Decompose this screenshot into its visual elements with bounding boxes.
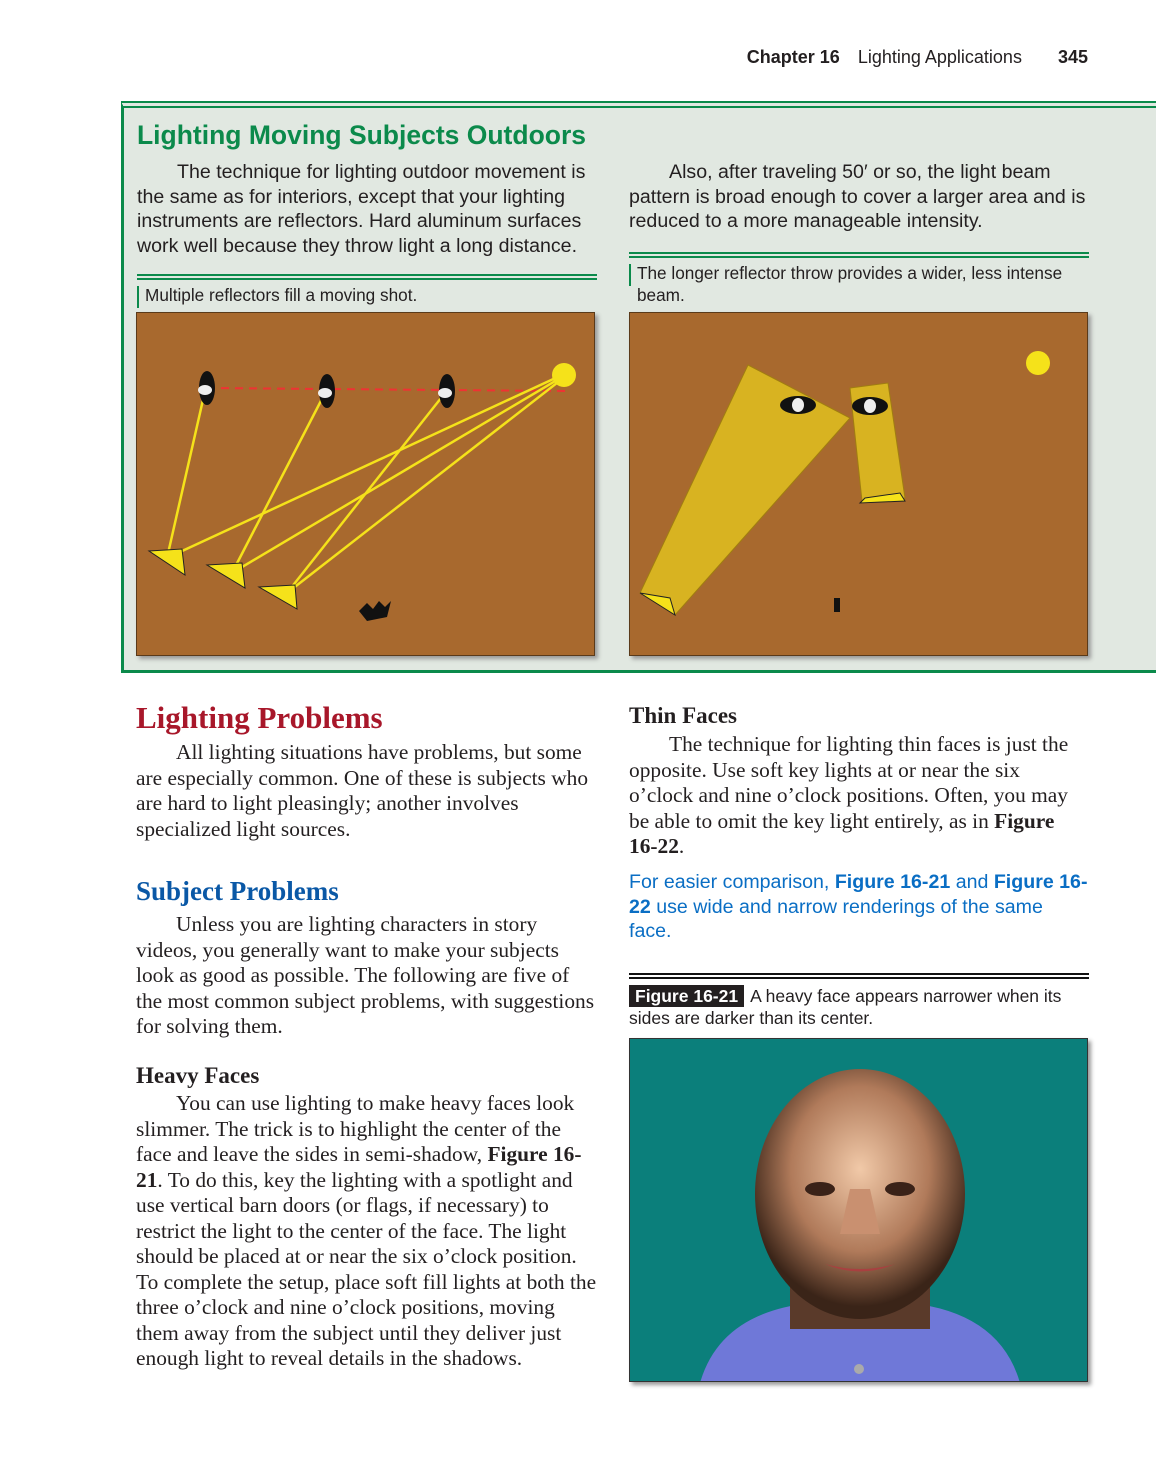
running-header — [747, 47, 1088, 68]
heavy-face-render — [629, 1038, 1088, 1382]
caption-text: A heavy face appears narrower when its sides are darker than its center. — [629, 986, 1062, 1028]
text: For easier comparison, — [629, 871, 835, 893]
page-number: 345 — [1057, 47, 1088, 67]
sidebar-title: Lighting Moving Subjects Outdoors — [137, 120, 586, 150]
sidebar-box — [121, 101, 1156, 673]
figure-caption — [629, 973, 1089, 1029]
body-paragraph: Unless you are lighting characters in story videos, you generally want to make your subjects look as good as possible. The following are five of the most common subject problems, with suggestions for solving them. — [136, 912, 595, 1038]
text: . To do this, key the lighting with a spotlight and use vertical barn doors (or flags, if necessary) to restrict the light to the center of the face. The light should be placed at or near the six o’clock position. To complete the setup, place soft fill lights at both the three o’clock and nine o’clock positions, moving them away from the subject until they deliver just enough light to reveal details in the shadows. — [136, 1167, 597, 1370]
chapter-title: Lighting Applications — [857, 47, 1022, 67]
thin-faces-heading: Thin Faces — [629, 703, 737, 728]
figure-reference: Figure 16-21 — [136, 1142, 582, 1192]
text: You can use lighting to make heavy faces look slimmer. The trick is to highlight the center of the face and leave the sides in semi-shadow, — [136, 1091, 575, 1166]
section-heading: Lighting Problems — [136, 700, 383, 735]
chapter-label: Chapter 16 — [746, 47, 840, 67]
comparison-note — [629, 870, 1089, 944]
text: use wide and narrow renderings of the same face. — [629, 895, 1043, 942]
long-throw-reflector-diagram — [629, 312, 1088, 656]
body-paragraph — [136, 1091, 598, 1372]
text: The technique for lighting thin faces is just the opposite. Use soft key lights at or near the six o’clock and nine o’clock positions. Often, you may be able to omit the key light entirely, as in — [629, 732, 1069, 833]
figure-reference: Figure 16-22 — [629, 808, 1055, 858]
figure-caption: Multiple reflectors fill a moving shot. — [137, 274, 597, 306]
body-paragraph — [629, 732, 1084, 860]
sidebar-paragraph: Also, after traveling 50′ or so, the light beam pattern is broad enough to cover a larger area and is reduced to a more manageable intensity. — [629, 161, 1086, 232]
body-paragraph: All lighting situations have problems, but some are especially common. One of these is subjects who are hard to light pleasingly; another involves specialized light sources. — [136, 740, 589, 841]
figure-caption: The longer reflector throw provides a wider, less intense beam. — [629, 252, 1089, 306]
figure-reference: Figure 16-22 — [629, 871, 1088, 918]
text: . — [678, 834, 685, 858]
sidebar-paragraph: The technique for lighting outdoor movement is the same as for interiors, except that your lighting instruments are reflectors. Hard aluminum surfaces work well because they throw light a long distance. — [137, 161, 586, 257]
subsection-heading: Subject Problems — [136, 876, 339, 906]
text: and — [950, 871, 994, 893]
figure-label: Figure 16-21 — [629, 985, 744, 1007]
heavy-faces-heading: Heavy Faces — [136, 1063, 260, 1088]
figure-reference: Figure 16-21 — [834, 871, 951, 893]
multiple-reflectors-diagram — [136, 312, 595, 656]
